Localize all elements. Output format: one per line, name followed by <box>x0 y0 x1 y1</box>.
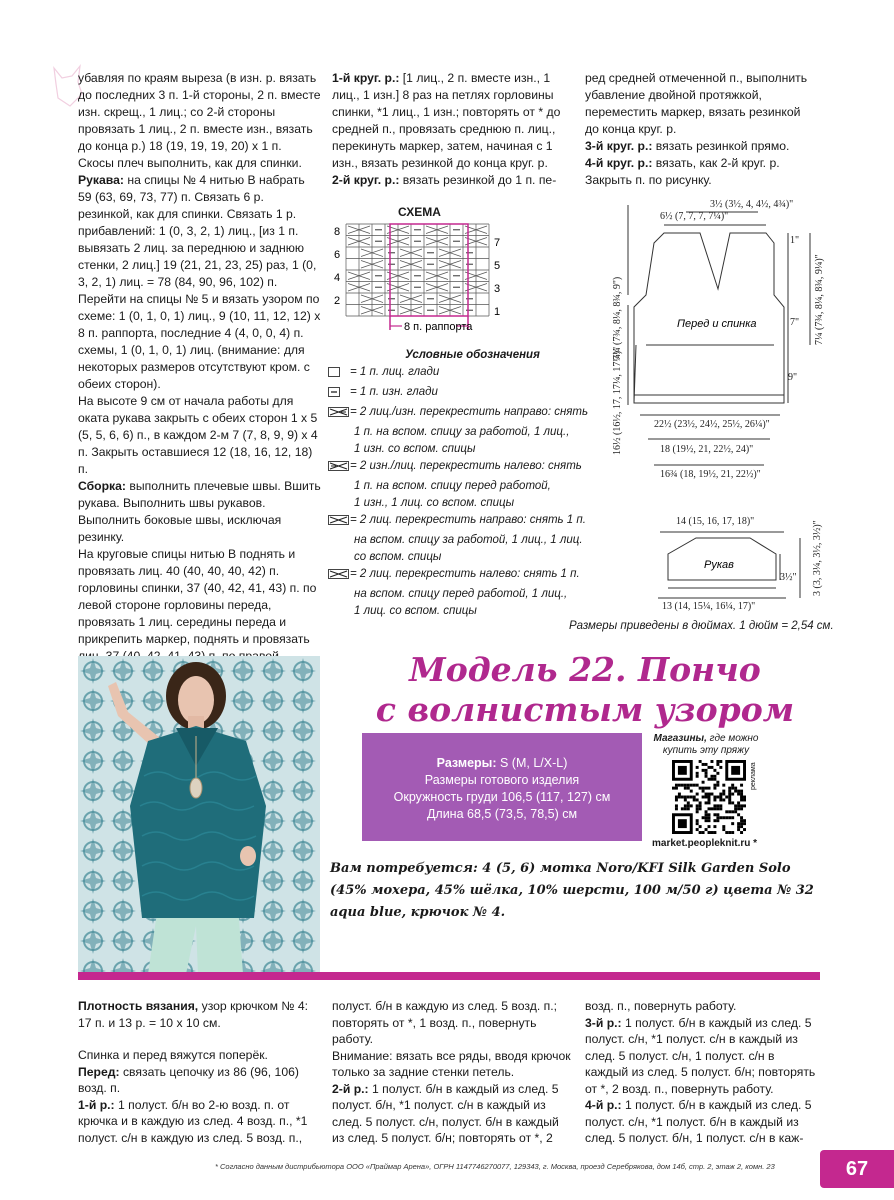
round-4-text: вязать, как 2-й круг. р. <box>655 156 780 170</box>
row-number: 7 <box>494 237 501 249</box>
legend-text: = 1 п. изн. глади <box>350 386 438 398</box>
row-number: 8 <box>334 226 341 238</box>
model-title-line-1: Модель 22. Пончо <box>409 650 761 689</box>
shops-label-rest: где можно купить эту пряжу <box>662 733 759 756</box>
cross-right-knit-purl-icon <box>328 407 350 418</box>
ad-label: реклама <box>750 762 757 790</box>
row-number: 3 <box>494 283 501 295</box>
bottom-column-2 <box>332 998 574 1147</box>
paragraph: Спинка и перед вяжутся поперёк. <box>78 1048 268 1062</box>
legend-text: = 2 лиц. перекрестить налево: снять 1 п. <box>350 568 580 580</box>
round-1-text: [1 лиц., 2 п. вместе изн., 1 лиц., 1 изн.] 8 раз на петлях горловины спинки, *1 лиц., 1 изн.; повторять от * до средней п., провязать среднюю п. лиц., перекинуть маркер, затем, начиная с 1 изн., вязать резинкой до конца круг. р. <box>332 71 561 170</box>
legend-text: = 2 лиц. перекрестить направо: снять 1 п. <box>350 514 586 526</box>
density-label: Плотность вязания, <box>78 999 199 1013</box>
paragraph: возд. п., повернуть работу. <box>585 999 737 1013</box>
dimension-label: 6½ (7, 7, 7, 7¼)" <box>660 211 729 222</box>
legend-item <box>328 566 603 586</box>
dimension-label: 9" <box>788 372 798 383</box>
row-1-paragraph <box>78 1097 318 1147</box>
cross-left-purl-knit-icon <box>328 461 350 472</box>
legend-item <box>328 512 603 532</box>
paragraph: Скосы плеч выполнить, как для спинки. <box>78 156 302 170</box>
round-3-label: 3-й круг. р.: <box>585 139 653 153</box>
model-photo <box>78 656 320 974</box>
dimension-label: 16½ (16½, 17, 17¼, 17¼)" <box>612 346 623 455</box>
paragraph: полуст. б/н в каждую из след. 5 возд. п.; повторять от *, 1 возд. п., повернуть работу. <box>332 999 557 1046</box>
assembly-label: Сборка: <box>78 479 126 493</box>
row-number: 1 <box>494 306 501 318</box>
sizes-line: Длина 68,5 (73,5, 78,5) см <box>426 807 578 821</box>
cross-right-knit-icon <box>328 515 350 526</box>
front-paragraph <box>78 1064 318 1097</box>
assembly-text: выполнить плечевые швы. Вшить рукава. Выполнить швы рукавов. Выполнить боковые швы, исключая резинку. <box>78 479 321 544</box>
legend-text: 1 п. на вспом. спицу за работой, 1 лиц., <box>354 426 570 438</box>
dimension-label: 1" <box>790 235 800 246</box>
round-2-text: вязать резинкой до 1 п. пе- <box>402 173 557 187</box>
legend-text: = 1 п. лиц. глади <box>350 366 440 378</box>
legend-item <box>328 364 603 384</box>
row-3-label: 3-й р.: <box>585 1015 622 1030</box>
row-3-text: 1 полуст. б/н в каждый из след. 5 полуст. с/н, *1 полуст. с/н в каждый из след. 5 полуст. с/н, 1 полуст. с/н в каждый из след. 5 полуст. б/н; повторять от *, 2 возд. п., повернуть работу. <box>585 1015 816 1096</box>
density-paragraph <box>78 998 318 1031</box>
sleeve-label: Рукав <box>704 559 734 571</box>
sleeve-schematic <box>640 510 830 618</box>
row-4-label: 4-й р.: <box>585 1098 622 1112</box>
row-number: 6 <box>334 249 341 261</box>
density-text: узор крючком № 4: 17 п. и 13 р. = 10 х 10 см. <box>78 999 309 1030</box>
legend-text: 1 лиц. со вспом. спицы <box>354 605 477 617</box>
legend-text: 1 п. на вспом. спицу перед работой, <box>354 480 551 492</box>
footnote: * Согласно данным дистрибьютора ООО «Праймар Арена», ОГРН 1147746270077, 129343, г. Москва, проезд Серебрякова, дом 14б, стр. 2, этаж 2, комн. 23 <box>215 1162 775 1171</box>
page-number: 67 <box>820 1150 894 1188</box>
dimension-label: 3½ (3½, 4, 4½, 4¾)" <box>710 199 794 210</box>
dimension-label: 18 (19½, 21, 22½, 24)" <box>660 444 754 455</box>
row-1-label: 1-й р.: <box>78 1097 115 1112</box>
sizes-box <box>362 733 642 841</box>
shop-link[interactable]: market.peopleknit.ru * <box>652 838 758 849</box>
round-3-text: вязать резинкой прямо. <box>655 139 790 153</box>
dimension-label: 7" <box>790 317 800 328</box>
front-label: Перед: <box>78 1064 120 1079</box>
round-4-label: 4-й круг. р.: <box>585 156 653 170</box>
sizes-value: S (M, L/X-L) <box>499 756 568 770</box>
dimension-label: 3½" <box>780 572 797 583</box>
paragraph: Закрыть п. по рисунку. <box>585 173 712 187</box>
legend-heading: Условные обозначения <box>405 349 540 361</box>
sizes-note: Размеры приведены в дюймах. 1 дюйм = 2,54 см. <box>569 620 834 632</box>
dimension-label: 3 (3, 3¼, 3½, 3½)" <box>812 520 823 596</box>
bottom-column-1 <box>78 998 318 1146</box>
legend <box>328 347 603 620</box>
shops-label <box>646 733 766 757</box>
materials-text: Вам потребуется: 4 (5, 6) мотка Noro/KFI Silk Garden Solo (45% мохера, 45% шёлка, 10% шерсти, 100 м/50 г) цвета № 32 aqua blue, крючок № 4. <box>330 861 814 920</box>
dimension-label: 7¼ (7¾, 8¼, 8¾, 9") <box>612 276 623 360</box>
round-3-paragraph <box>585 138 815 155</box>
row-number: 2 <box>334 295 341 307</box>
sleeves-paragraph <box>78 172 321 291</box>
paragraph: убавляя по краям выреза (в изн. р. вязать до последних 3 п. 1-й стороны, 2 п. вместе изн. скрещ., 1 лиц.; со 2-й стороны провязать 1 лиц., 2 п. вместе изн., вязать до конца р.) 18 (19, 19, 19, 20) х 1 п. <box>78 71 321 153</box>
cross-left-knit-icon <box>328 569 350 580</box>
qr-code-icon[interactable] <box>672 760 746 834</box>
section-divider <box>78 972 820 980</box>
sizes-line <box>362 755 642 772</box>
legend-item <box>328 404 603 424</box>
legend-item <box>328 458 603 478</box>
paragraph: На круговые спицы нитью В поднять и провязать лиц. 40 (40, 40, 40, 42) п. горловины спинки, 37 (40, 42, 41, 43) п. по левой стороне горловины переда, провязать 1 лиц. середины переда и прикрепить маркер, поднять и провязать <box>78 547 317 646</box>
dimension-label: 13 (14, 15¼, 16¼, 17)" <box>662 601 756 612</box>
body-schematic <box>600 195 830 495</box>
dimension-label: 22½ (23½, 24½, 25½, 26¼)" <box>654 419 770 430</box>
sleeves-text: на спицы № 4 нитью В набрать 59 (63, 69, 73, 77) п. Связать 6 р. резинкой, как для спинки. Связать 1 р. прибавлений: 1 (0, 3, 2, 1) лиц., [из 1 п. вывязать 2 лиц. за переднюю и заднюю стенки, 2 лиц.] 19 (21, 21, 23, 25) раз, 1 (0, 3, 2, 1) лиц. = 78 (84, 90, 96, 102) п. <box>78 173 317 289</box>
round-1-label: 1-й круг. р.: <box>332 71 400 85</box>
sizes-label: Размеры: <box>436 756 497 770</box>
shops-label-bold: Магазины, <box>653 733 707 744</box>
row-2-paragraph <box>332 1081 574 1147</box>
row-2-label: 2-й р.: <box>332 1081 369 1096</box>
legend-text: 1 изн. со вспом. спицы <box>354 443 476 455</box>
row-number: 5 <box>494 260 501 272</box>
row-1-text: 1 полуст. б/н во 2-ю возд. п. от крючка и в каждую из след. 4 возд. п., *1 полуст. с/н в каждую из след. 5 возд. п., <box>78 1097 308 1145</box>
round-4-paragraph <box>585 155 815 172</box>
row-3-paragraph <box>585 1015 821 1098</box>
sleeves-label: Рукава: <box>78 173 124 187</box>
knit-stitch-icon <box>328 367 342 378</box>
row-4-paragraph <box>585 1097 821 1147</box>
paragraph: Перейти на спицы № 5 и вязать узором по схеме: 1 (0, 1, 0, 1) лиц., 9 (10, 11, 12, 12) х 8 п. раппорта, последние 4 (4, 0, 0, 4) п. схемы, 1 (0, 1, 0, 1) лиц. (внимание: для некоторых размеров отсутствуют кром. с обеих сторон). <box>78 292 321 391</box>
text-column-1 <box>78 70 321 716</box>
legend-text: 1 изн., 1 лиц. со вспом. спицы <box>354 497 515 509</box>
legend-text: на вспом. спицу за работой, 1 лиц., 1 лиц. <box>354 534 583 546</box>
model-title-line-2: с волнистым узором <box>375 690 795 729</box>
dimension-label: 16¾ (18, 19½, 21, 22½)" <box>660 469 761 480</box>
paragraph: Внимание: вязать все ряды, вводя крючок только за задние стенки петель. <box>332 1048 571 1079</box>
legend-text: = 2 изн./лиц. перекрестить налево: снять <box>350 460 582 472</box>
rapport-label: 8 п. раппорта <box>404 321 473 333</box>
round-2-label: 2-й круг. р.: <box>332 173 400 187</box>
legend-item <box>328 384 603 404</box>
legend-text: на вспом. спицу перед работой, 1 лиц., <box>354 588 568 600</box>
sizes-line: Размеры готового изделия <box>424 773 580 787</box>
body-label: Перед и спинка <box>677 318 757 330</box>
text-column-2 <box>332 70 577 189</box>
round-2-paragraph <box>332 172 577 189</box>
schema-title: СХЕМА <box>398 205 441 219</box>
text-column-3 <box>585 70 815 189</box>
stitch-chart <box>330 220 510 345</box>
legend-text: = 2 лиц./изн. перекрестить направо: снять <box>350 406 589 418</box>
sizes-line: Окружность груди 106,5 (117, 127) см <box>393 790 611 804</box>
row-4-text: 1 полуст. б/н в каждый из след. 5 полуст. с/н, *1 полуст. б/н в каждый из след. 5 полуст. б/н, 1 полуст. с/н в каж- <box>585 1098 812 1145</box>
round-1-paragraph <box>332 70 577 172</box>
paragraph: На высоте 9 см от начала работы для оката рукава закрыть с обеих сторон 1 х 5 (5, 5, 6, 6) п., в каждом 2-м 7 (7, 8, 9, 9) х 4 п. Закрыть оставшиеся 12 (18, 16, 12, 18) п. <box>78 394 318 476</box>
row-2-text: 1 полуст. б/н в каждый из след. 5 полуст. б/н, *1 полуст. с/н в каждый из след. 5 полуст. с/н, полуст. б/н в каждый из след. 5 полуст. б/н; повторять от *, 2 <box>332 1081 559 1145</box>
paragraph: ред средней отмеченной п., выполнить убавление двойной протяжкой, переместить маркер, вязать резинкой до конца круг. р. <box>585 71 808 136</box>
row-number: 4 <box>334 272 341 284</box>
purl-stitch-icon <box>328 387 342 398</box>
assembly-paragraph <box>78 478 321 546</box>
dimension-label: 14 (15, 16, 17, 18)" <box>676 516 755 527</box>
dimension-label: 7¼ (7¾, 8¼, 8¾, 9¼)" <box>814 254 825 345</box>
bottom-column-3 <box>585 998 821 1147</box>
model-photo-image <box>78 656 320 974</box>
model-title <box>340 650 830 730</box>
front-text: связать цепочку из 86 (96, 106) возд. п. <box>78 1064 299 1095</box>
legend-text: со вспом. спицы <box>354 551 442 563</box>
